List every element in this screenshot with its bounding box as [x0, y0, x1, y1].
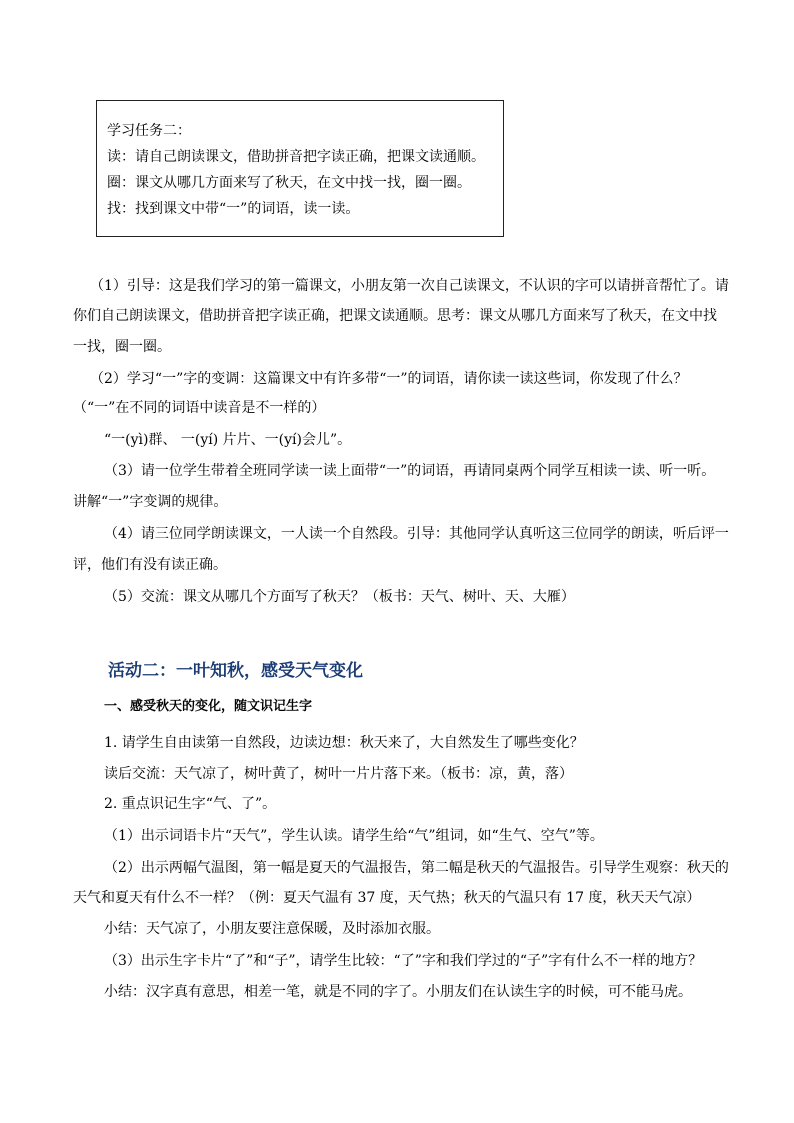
activity-line-3: 2. 重点识记生字“气、了”。	[104, 796, 277, 812]
activity-line-4: （1）出示词语卡片“天气”，学生认读。请学生给“气”组词，如“生气、空气”等。	[104, 828, 604, 844]
activity-2-heading: 活动二：一叶知秋，感受天气变化	[108, 661, 363, 681]
paragraph-2-line-2: （“一”在不同的词语中读音是不一样的）	[73, 400, 326, 416]
paragraph-4-line-2: 评，他们有没有读正确。	[73, 557, 227, 573]
task-line-circle: 圈：课文从哪几方面来写了秋天，在文中找一找，圈一圈。	[107, 175, 471, 191]
activity-line-5: （2）出示两幅气温图，第一幅是夏天的气温报告，第二幅是秋天的气温报告。引导学生观察：秋天的	[104, 860, 729, 876]
paragraph-1-line-1: （1）引导：这是我们学习的第一篇课文，小朋友第一次自己读课文，不认识的字可以请拼音帮忙了。请	[90, 278, 729, 294]
paragraph-1-line-3: 一找，圈一圈。	[73, 339, 171, 355]
task-box-title: 学习任务二：	[107, 123, 191, 139]
paragraph-3-line-1: （3）请一位学生带着全班同学读一读上面带“一”的词语，再请同桌两个同学互相读一读、听一听。	[104, 463, 716, 479]
activity-line-6: 天气和夏天有什么不一样？（例：夏天气温有 37 度，天气热；秋天的气温只有 17 度，秋天天气凉）	[73, 890, 701, 906]
task-line-read: 读：请自己朗读课文，借助拼音把字读正确，把课文读通顺。	[107, 149, 485, 165]
activity-line-2: 读后交流：天气凉了，树叶黄了，树叶一片片落下来。（板书：凉，黄，落）	[104, 766, 573, 782]
paragraph-2-examples: “一(yì)群、 一(yí) 片片、一(yí)会儿”。	[104, 432, 352, 448]
task-line-find: 找：找到课文中带“一”的词语，读一读。	[107, 201, 360, 217]
activity-line-7: 小结：天气凉了，小朋友要注意保暖，及时添加衣服。	[104, 921, 440, 937]
paragraph-4-line-1: （4）请三位同学朗读课文，一人读一个自然段。引导：其他同学认真听这三位同学的朗读，听后评一	[104, 526, 729, 542]
paragraph-5: （5）交流：课文从哪几个方面写了秋天？（板书：天气、树叶、天、大雁）	[104, 589, 575, 605]
activity-line-8: （3）出示生字卡片“了”和“子”，请学生比较：“了”字和我们学过的“子”字有什么不一样的地方？	[104, 953, 703, 969]
activity-line-1: 1. 请学生自由读第一自然段，边读边想：秋天来了，大自然发生了哪些变化？	[104, 735, 584, 751]
activity-2-subheading: 一、感受秋天的变化，随文识记生字	[104, 699, 313, 714]
paragraph-3-line-2: 讲解“一”字变调的规律。	[73, 494, 228, 510]
paragraph-1-line-2: 你们自己朗读课文，借助拼音把字读正确，把课文读通顺。思考：课文从哪几方面来写了秋天，在文中找	[73, 308, 717, 324]
paragraph-2-line-1: （2）学习“一”字的变调：这篇课文中有许多带“一”的词语，请你读一读这些词，你发现了什么？	[90, 371, 688, 387]
activity-line-9: 小结：汉字真有意思，相差一笔，就是不同的字了。小朋友们在认读生字的时候，可不能马虎。	[104, 984, 692, 1000]
